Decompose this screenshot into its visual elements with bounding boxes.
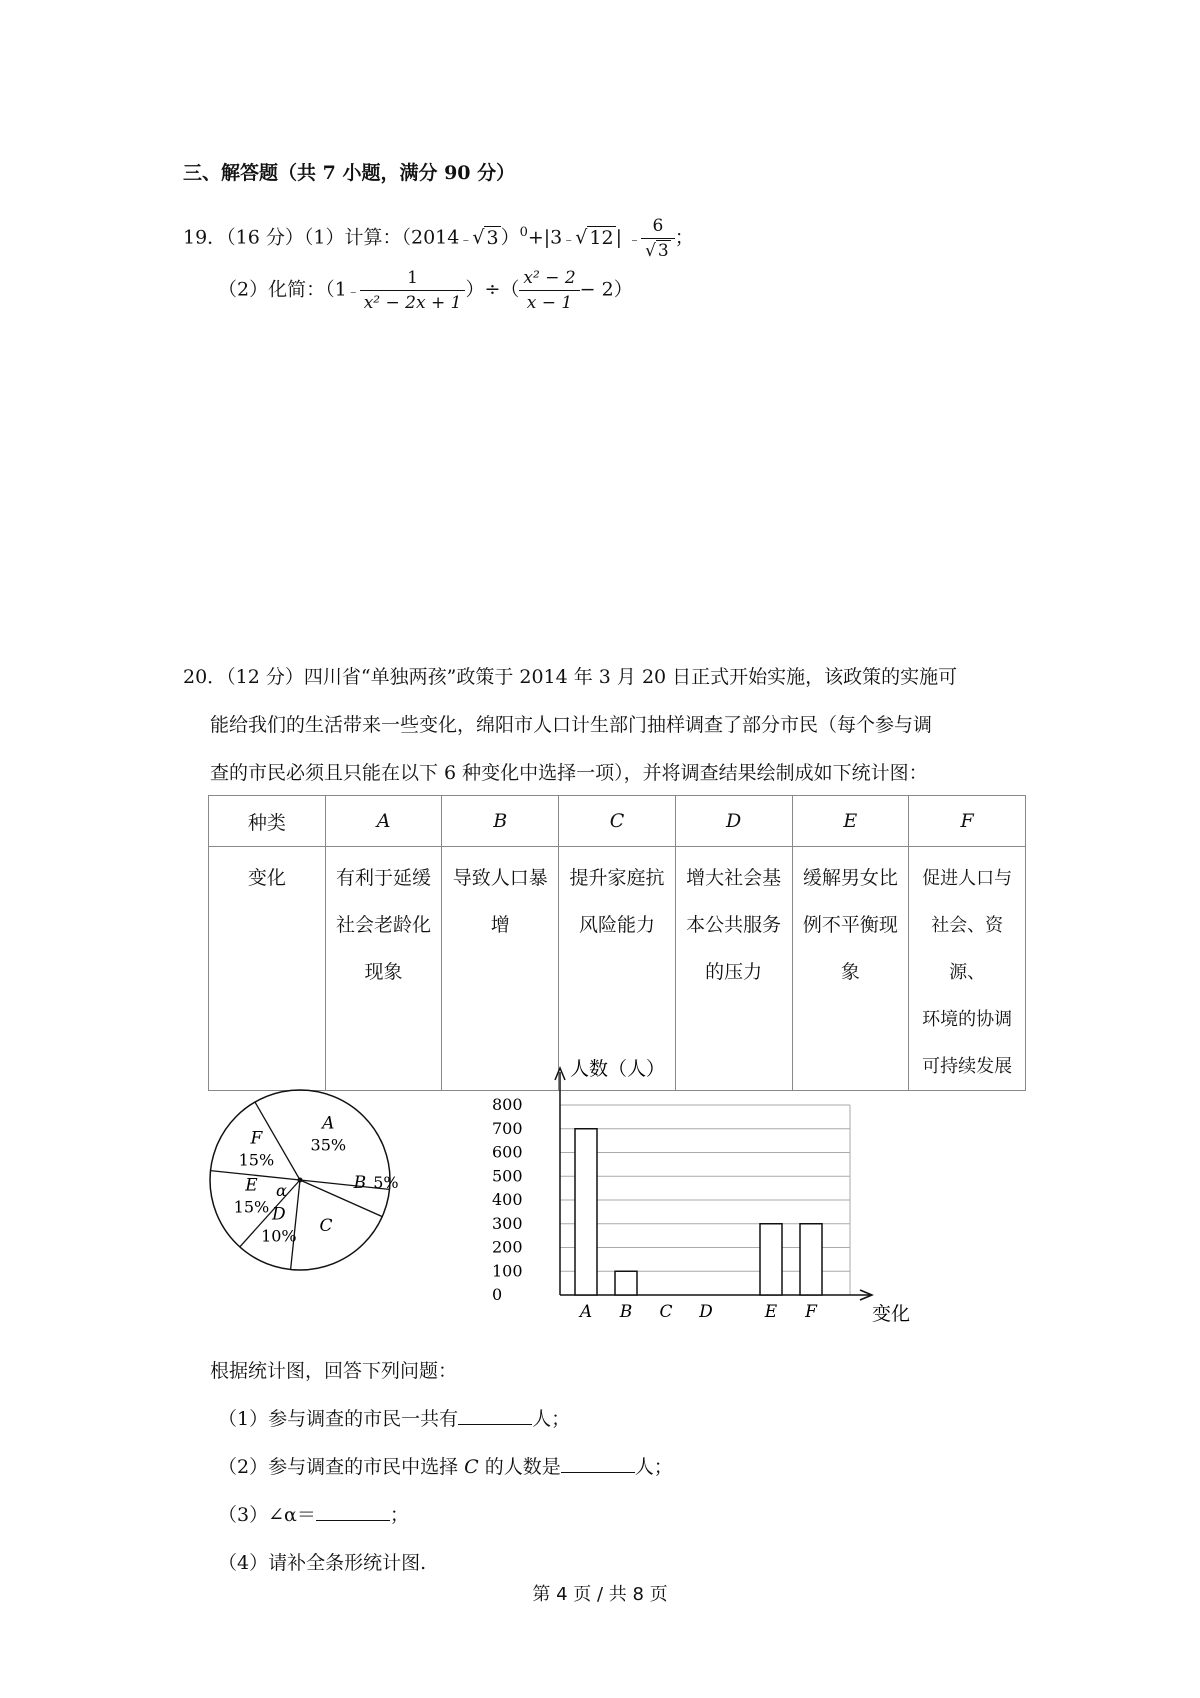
sub3-text: （3）∠α＝ (218, 1504, 316, 1526)
pie-angle-label: α (276, 1181, 287, 1200)
x-tick-label: C (659, 1302, 673, 1322)
cell-line: 社会、资源、 (931, 915, 1004, 983)
q19-minus2: ﹣ (562, 232, 576, 248)
table-cell (209, 847, 326, 1091)
pie-percent-label: 15% (233, 1197, 270, 1217)
cell-line: 缓解男女比 (802, 867, 898, 889)
table-cell (909, 847, 1026, 1091)
pie-percent-label: 10% (261, 1226, 297, 1246)
cell-line: 本公共服务 (686, 914, 782, 936)
q19-part1 (183, 216, 694, 261)
pie-chart (200, 1080, 420, 1300)
sub1-text: （1）参与调查的市民一共有 (218, 1408, 459, 1430)
bar (760, 1224, 782, 1295)
page-footer: 第 4 页 / 共 8 页 (532, 1584, 668, 1605)
cell-line: 增 (490, 914, 510, 936)
y-tick-label: 200 (492, 1237, 523, 1257)
q19-end: ； (674, 226, 694, 249)
table-header-cell: A (325, 796, 442, 847)
q19-sqrt12: 12 (589, 226, 614, 249)
q19-p2-prefix: （2）化简：（1 (218, 278, 347, 301)
sqrt-icon: √ (472, 226, 485, 249)
q20-line1: 20．（12 分）四川省“单独两孩”政策于 2014 年 3 月 20 日正式开始实施，该政策的实施可 (183, 666, 958, 688)
sub3-tail: ； (389, 1504, 409, 1526)
answer-blank[interactable] (458, 1406, 532, 1425)
table-cell (325, 847, 442, 1091)
cell-line: 现象 (364, 961, 403, 983)
bar (800, 1224, 822, 1295)
bar-chart (480, 1050, 911, 1340)
cell-line: 象 (840, 961, 860, 983)
q19-frac-den (641, 239, 675, 261)
cell-line: 导致人口暴 (452, 867, 548, 889)
q19-close: ） (500, 226, 520, 249)
y-tick-label: 400 (492, 1190, 523, 1209)
cell-line: 有利于延缓 (336, 867, 432, 889)
q19-p2-minus: ﹣ (346, 284, 360, 300)
x-tick-label: F (805, 1302, 817, 1322)
pie-slice-label: E (245, 1175, 258, 1196)
q20-prompt: 根据统计图，回答下列问题： (210, 1360, 458, 1382)
q19-part2 (218, 268, 633, 313)
cell-line: 增大社会基 (686, 867, 782, 889)
y-tick-label: 800 (492, 1095, 523, 1114)
q19-exp: 0 (519, 225, 528, 241)
q19-plus: +|3 (527, 226, 563, 249)
cell-line: 的压力 (705, 961, 763, 983)
q19-p2-frac2-num: x² − 2 (519, 268, 579, 291)
q19-minus3: ﹣ (628, 232, 642, 248)
q19-p2-tail: − 2） (579, 278, 633, 301)
cell-line: 环境的协调 (922, 1009, 1013, 1030)
q19-p2-frac2 (519, 268, 579, 313)
sub2-text: （2）参与调查的市民中选择 (218, 1456, 459, 1478)
q20-sub3 (218, 1500, 409, 1527)
bar (615, 1271, 637, 1295)
q19-fraction (641, 216, 675, 261)
y-tick-label: 0 (492, 1285, 503, 1304)
q20-sub2 (218, 1452, 673, 1479)
y-tick-label: 700 (492, 1118, 523, 1138)
q19-bar: | (615, 226, 622, 249)
q20-sub4: （4）请补全条形统计图. (218, 1552, 427, 1574)
y-tick-label: 500 (492, 1166, 523, 1186)
q19-p2-frac2-den: x − 1 (526, 293, 573, 313)
cell-line: 可持续发展 (922, 1056, 1013, 1077)
table-header-cell: B (442, 796, 559, 847)
q19-frac-num: 6 (641, 216, 675, 239)
cell-line: 例不平衡现 (802, 914, 898, 936)
table-header-cell: 种类 (209, 796, 326, 847)
x-axis-label: 变化 (872, 1303, 911, 1325)
cell-line: 社会老龄化 (336, 914, 432, 936)
q20-sub1 (218, 1404, 570, 1431)
q19-p2-mid: ）÷（ (465, 278, 520, 301)
table-header-cell: D (675, 796, 792, 847)
q19-p2-frac1-num: 1 (360, 268, 466, 291)
cell-line: 风险能力 (578, 914, 655, 936)
answer-blank[interactable] (561, 1454, 635, 1473)
cell-line: 提升家庭抗 (569, 867, 665, 889)
x-tick-label: D (699, 1302, 713, 1322)
x-tick-label: A (579, 1302, 593, 1322)
sub1-tail: 人； (532, 1408, 571, 1430)
q19-p2-frac1 (360, 268, 466, 313)
sqrt-icon: √ (645, 241, 656, 261)
sub2-letter: C (464, 1456, 479, 1478)
sqrt-icon: √ (575, 226, 588, 249)
sub2-tail: 人； (634, 1456, 673, 1478)
pie-percent-label: 5% (373, 1173, 399, 1193)
section-title: 三、解答题（共 7 小题，满分 90 分） (183, 162, 516, 184)
sub2-mid: 的人数是 (484, 1456, 561, 1478)
pie-percent-label: 35% (310, 1135, 347, 1155)
q20-line3: 查的市民必须且只能在以下 6 种变化中选择一项），并将调查结果绘制成如下统计图： (210, 762, 928, 784)
q20-line2: 能给我们的生活带来一些变化，绵阳市人口计生部门抽样调查了部分市民（每个参与调 (210, 714, 933, 736)
y-tick-label: 600 (492, 1142, 523, 1162)
pie-slice-label: C (319, 1216, 333, 1237)
q19-frac-den-sqrt: 3 (657, 241, 669, 261)
table-header-cell: C (559, 796, 676, 847)
q19-sqrt3: 3 (486, 226, 499, 249)
x-tick-label: E (764, 1302, 778, 1322)
answer-blank[interactable] (316, 1502, 390, 1521)
bar (575, 1129, 597, 1295)
pie-slice-label: B (353, 1173, 367, 1194)
change-table (208, 795, 1026, 1091)
cell-line: 促进人口与 (922, 868, 1013, 889)
table-header-row (209, 796, 1026, 847)
pie-slice-edge (300, 1180, 382, 1217)
y-tick-label: 100 (492, 1261, 523, 1281)
pie-percent-label: 15% (238, 1150, 275, 1170)
cell-line: 变化 (247, 867, 286, 889)
pie-slice-edge (291, 1180, 300, 1270)
y-tick-label: 300 (492, 1213, 523, 1233)
pie-slice-label: D (272, 1204, 286, 1225)
q19-p2-frac1-den: x² − 2x + 1 (363, 293, 462, 313)
y-axis-label: 人数（人） (570, 1058, 666, 1080)
table-header-cell: E (792, 796, 909, 847)
pie-slice-label: F (250, 1128, 263, 1149)
table-header-cell: F (909, 796, 1026, 847)
x-tick-label: B (619, 1302, 633, 1322)
q19-minus: ﹣ (459, 232, 473, 248)
pie-center (298, 1178, 303, 1183)
pie-slice-label: A (322, 1113, 335, 1134)
q19-prefix: 19．（16 分）（1）计算：（2014 (183, 226, 460, 249)
